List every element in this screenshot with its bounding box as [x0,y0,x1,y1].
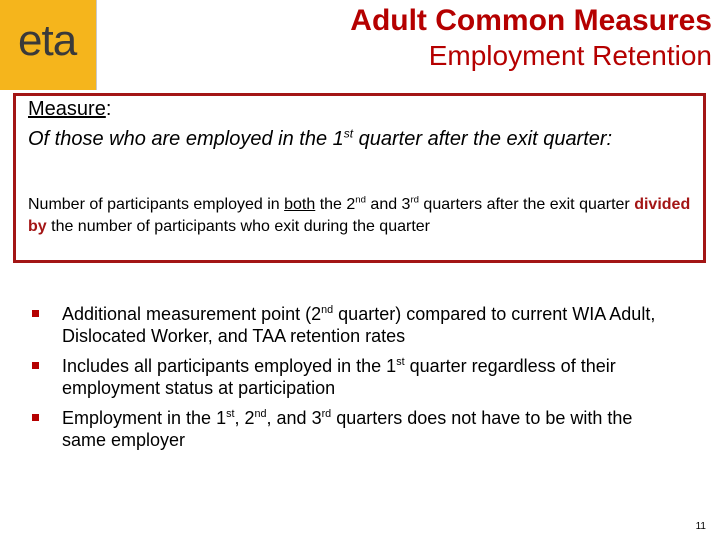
measure-label-colon: : [105,98,112,120]
measure-label-text: Measure [28,98,106,120]
bullet-3-text-4: quarters does not have to be with the same employer [62,408,633,450]
bullet-1-text-1: Additional measurement point (2 [62,304,322,324]
intro-sup: st [343,126,354,141]
intro-text-1: Of those who are employed in the 1 [28,128,344,150]
detail-text-3: and 3 [365,196,411,213]
detail-sup-nd: nd [355,194,366,206]
detail-both: both [284,196,316,213]
intro-text-2: quarter after the exit quarter: [353,128,613,150]
bullet-item [30,407,670,451]
bullet-list [30,303,670,459]
measure-label [28,98,111,121]
bullet-3-sup-3: rd [321,408,332,420]
square-bullet-icon [32,362,39,369]
bullet-3-text-3: , and 3 [266,408,322,428]
square-bullet-icon [32,414,39,421]
slide-subtitle: Employment Retention [428,40,712,71]
bullet-1-text-2: quarter) compared to current WIA Adult, Dislocated Worker, and TAA retention rates [62,304,656,346]
detail-text-2: the 2 [315,196,356,213]
detail-sup-rd: rd [410,194,419,206]
bullet-3-text-2: , 2 [234,408,255,428]
detail-text-5: the number of participants who exit during the quarter [46,218,430,235]
detail-text-1: Number of participants employed in [28,196,285,213]
bullet-2-sup: st [396,356,405,368]
bullet-3-text-1: Employment in the 1 [62,408,227,428]
logo-text: eta [18,16,77,65]
slide-title: Adult Common Measures [350,4,712,37]
bullet-1-sup: nd [321,304,334,316]
bullet-2-text-1: Includes all participants employed in the 1 [62,356,397,376]
measure-intro [28,126,688,152]
measure-formula [28,194,698,238]
detail-divided-by: divided by [28,196,691,235]
bullet-item [30,303,670,347]
bullet-3-sup-1: st [226,408,235,420]
eta-logo [0,0,97,90]
page-number: 11 [695,521,706,532]
bullet-2-text-2: quarter regardless of their employment status at participation [62,356,616,398]
measure-definition-box [13,93,706,263]
detail-text-4: quarters after the exit quarter [418,196,635,213]
bullet-3-sup-2: nd [254,408,267,420]
bullet-item [30,355,670,399]
square-bullet-icon [32,310,39,317]
